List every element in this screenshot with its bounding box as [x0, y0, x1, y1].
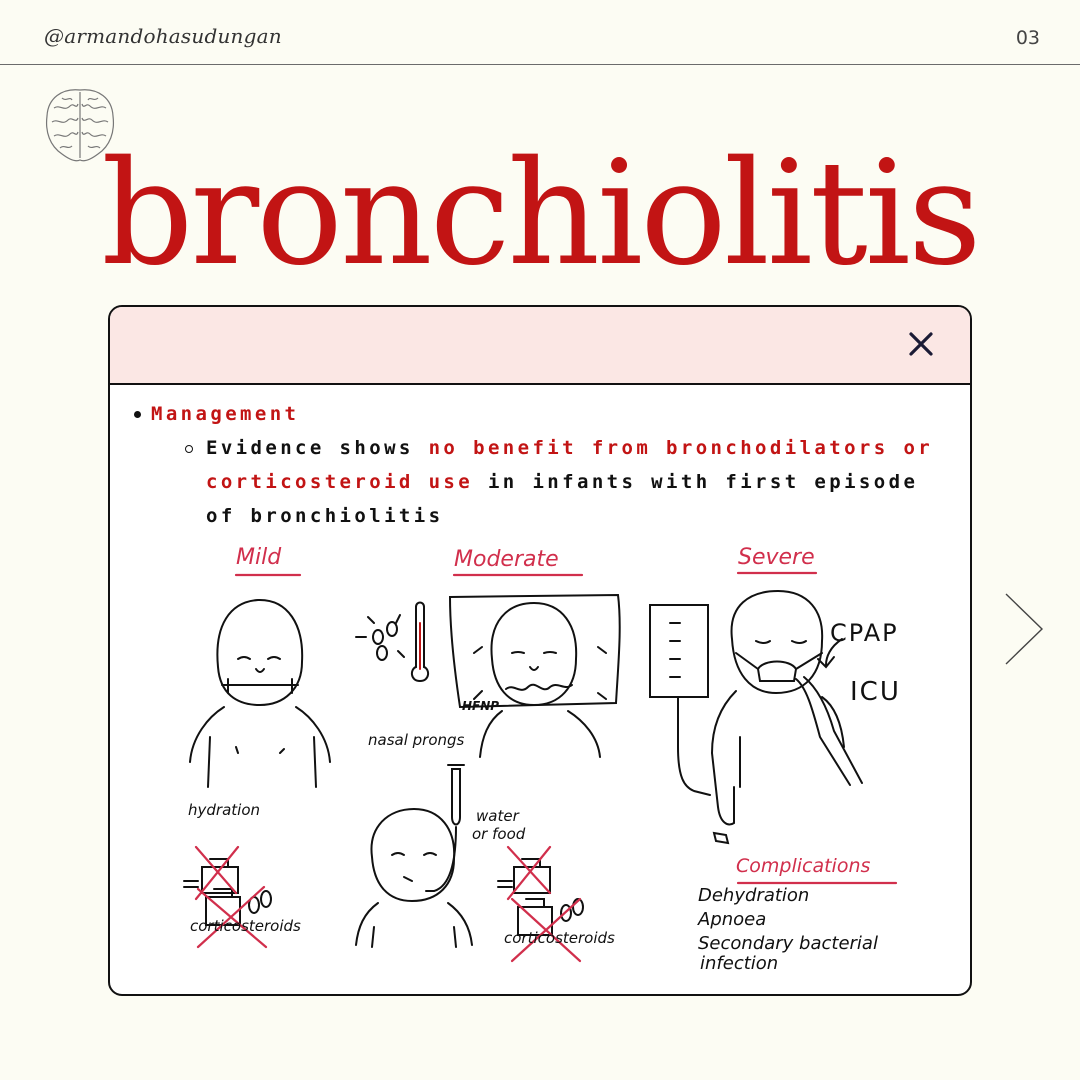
illustration-drawing — [110, 307, 970, 994]
evidence-highlight: no benefit from bronchodilators or corticosteroid use — [206, 437, 934, 493]
complication-item: Secondary bacterial — [698, 933, 878, 954]
severe-title: Severe — [738, 545, 815, 570]
complication-item: Dehydration — [698, 885, 810, 906]
moderate-steroids-label: corticosteroids — [504, 929, 615, 947]
next-slide-button[interactable] — [1002, 592, 1046, 666]
mild-steroids-label: corticosteroids — [190, 917, 301, 935]
icu-label: ICU — [850, 677, 901, 707]
handle: @armandohasudungan — [44, 24, 282, 48]
cpap-label: CPAP — [830, 619, 899, 647]
page-title: bronchiolitis — [101, 129, 979, 297]
complication-item: Apnoea — [698, 909, 767, 930]
illustration — [110, 307, 970, 994]
chevron-right-icon — [1002, 592, 1046, 666]
hydration-label: hydration — [188, 801, 260, 819]
complications-title: Complications — [736, 855, 871, 877]
food-label: or food — [472, 825, 526, 843]
evidence-lead: Evidence shows — [206, 437, 429, 459]
mild-title: Mild — [236, 545, 282, 570]
moderate-title: Moderate — [454, 547, 559, 572]
water-label: water — [476, 807, 519, 825]
nasal-prongs-label: nasal prongs — [368, 731, 465, 749]
top-divider — [0, 64, 1080, 65]
evidence-tail: in infants with first episode of bronchiolitis — [206, 471, 919, 527]
hfnp-label: HFNP — [462, 699, 500, 713]
page-number: 03 — [1015, 27, 1040, 49]
content-card — [108, 305, 972, 996]
complication-item: infection — [700, 953, 779, 974]
management-heading: Management — [151, 403, 300, 425]
